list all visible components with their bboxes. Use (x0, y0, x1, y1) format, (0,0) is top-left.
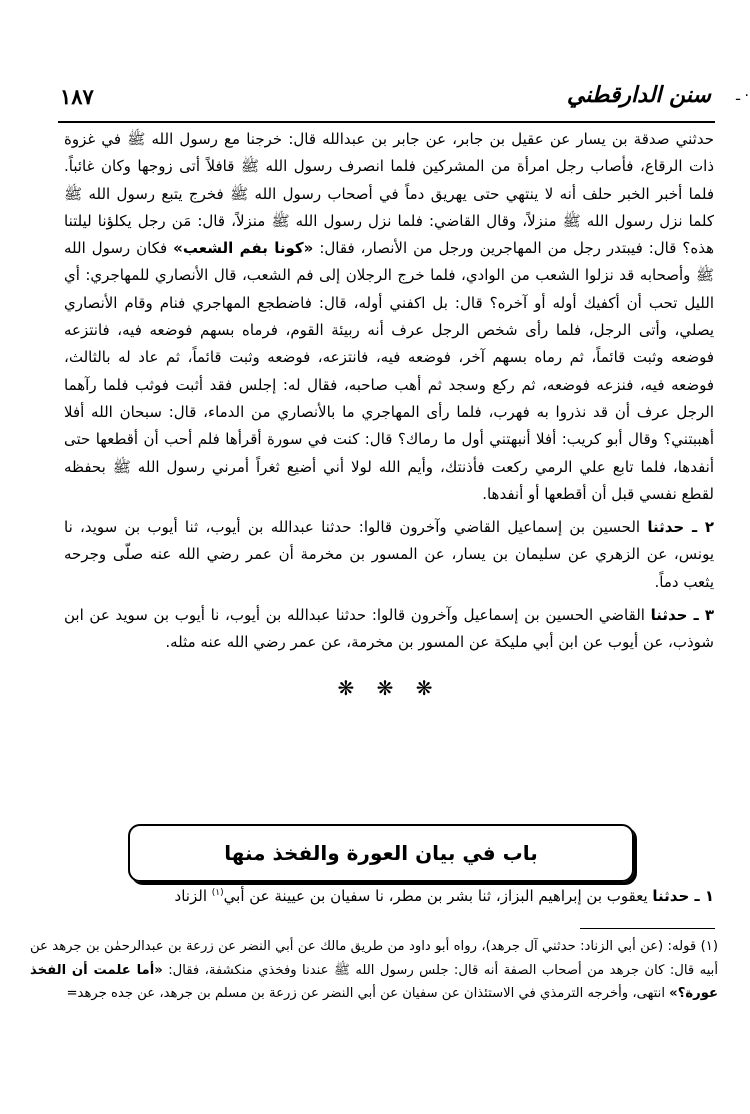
header-rule (58, 121, 715, 123)
footnote-1-text-b: انتهى، وأخرجه الترمذي في الاستئذان عن سفيان عن أبي النضر عن زرعة بن مسلم بن جرهد، عن جده جرهد= (66, 986, 670, 1002)
chapter-heading-box (128, 824, 634, 882)
section-separator: ❋ ❋ ❋ (337, 675, 441, 700)
narration-rest: فكان رسول الله ﷺ وأصحابه قد نزلوا الشعب من الوادي، فلما خرج الرجلان إلى فم الشعب، قال الأنصاري للمهاجري: أي الليل تحب أن أكفيك أوله أو آخره؟ قال: بل اكفني أوله، قال: فاضطجع المهاجري فنام وقام الأنصاري يصلي، وأتى الرجل، فلما رأى شخص الرجل عرف أنه ربيئة القوم، فرماه بسهم فوضعه فيه، فانتزعه فوضعه وثبت قائماً، ثم رماه بسهم آخر، فوضعه فيه، فانتزعه، فوضعه وثبت قائماً، ثم عاد له بالثالث، فوضعه فيه، فنزعه فوضعه، ثم ركع وسجد ثم أهب صاحبه، فقال له: إجلس فقد أثبت فوثب فلما رآهما الرجل عرف أن قد نذروا به فهرب، فلما رأى المهاجري ما بالأنصاري من الدماء، قال: سبحان الله أفلا أهببتني؟ وقال أبو كريب: أفلا أنبهتني أول ما رماك؟ قال: كنت في سورة أقرأها فلم أحب أن أقطعها حتى أنفدها، فلما تابع علي الرمي ركعت فأذنتك، وأيم الله لولا أني أضيع ثغراً أمرني رسول الله ﷺ بحفظه لقطع نفسي قبل أن أقطعها أو أنفدها. (64, 239, 714, 503)
chapter-hadith-1-label: ١ ـ حدثنا (652, 887, 714, 905)
page-header (58, 82, 715, 118)
corner-mark: ـ · (736, 88, 750, 104)
narration-intro: حدثني صدقة بن يسار عن عقيل بن جابر، عن جابر بن عبدالله قال: خرجنا مع رسول الله ﷺ في غزوة ذات الرقاع، فأصاب رجل امرأة من المشركين فلما انصرف رسول الله ﷺ قافلاً أتى زوجها وكان غائباً. فلما أخبر الخبر حلف أنه لا ينتهي حتى يهريق دماً في أصحاب رسول الله ﷺ فخرج يتبع رسول الله ﷺ كلما نزل رسول الله ﷺ منزلاً، وقال القاضي: فلما نزل رسول الله ﷺ منزلاً، قال: مَن رجل يكلؤنا ليلتنا هذه؟ قال: فيبتدر رجل من المهاجرين ورجل من الأنصار، فقال: (64, 130, 714, 258)
footnote-1-number: (١) (700, 939, 718, 954)
main-text (64, 126, 714, 716)
book-title: سنن الدارقطني (566, 82, 711, 108)
page-number: ١٨٧ (60, 84, 94, 109)
hadith-2-paragraph (64, 514, 714, 596)
narration-quote: «كونا بفم الشعب» (173, 239, 314, 258)
chapter-hadith-1-end: الزناد (174, 887, 212, 905)
footnote-ref: (١) (211, 888, 224, 898)
hadith-3-text: القاضي الحسين بن إسماعيل وآخرون قالوا: حدثنا عبدالله بن أيوب، نا أيوب بن سويد عن ابن شوذب، عن أيوب عن ابن أبي مليكة عن المسور بن مخرمة، عن عمر رضي الله عنه مثله. (64, 606, 714, 652)
footnote-rule (580, 928, 715, 929)
narration-paragraph (64, 126, 714, 508)
hadith-2-text: الحسين بن إسماعيل القاضي وآخرون قالوا: حدثنا عبدالله بن أيوب، ثنا أيوب بن سويد، نا يونس، عن الزهري عن سليمان بن يسار، عن المسور بن مخرمة أن عمر رضي الله عنه صلّى وجرحه يثعب دماً. (64, 518, 714, 591)
hadith-2-label: ٢ ـ حدثنا (647, 518, 714, 537)
chapter-title: باب في بيان العورة والفخذ منها (224, 841, 538, 865)
footnote-1-quote: «أما علمت أن الفخذ عورة؟» (30, 962, 718, 1002)
chapter-hadith-1-text: يعقوب بن إبراهيم البزاز، ثنا بشر بن مطر، نا سفيان بن عيينة عن أبي (223, 887, 653, 905)
footnotes (30, 935, 718, 1006)
hadith-3-label: ٣ ـ حدثنا (650, 606, 714, 625)
footnote-1-text-a: قوله: (عن أبي الزناد: حدثني آل جرهد)، رواه أبو داود من طريق مالك عن أبي النضر عن زرعة بن عبدالرحمٰن بن جرهد عن أبيه قال: كان جرهد من أصحاب الصفة أنه قال: جلس رسول الله ﷺ عندنا وفخذي منكشفة، فقال: (30, 939, 719, 978)
chapter-hadith-1 (64, 880, 714, 910)
hadith-3-paragraph (64, 602, 714, 657)
